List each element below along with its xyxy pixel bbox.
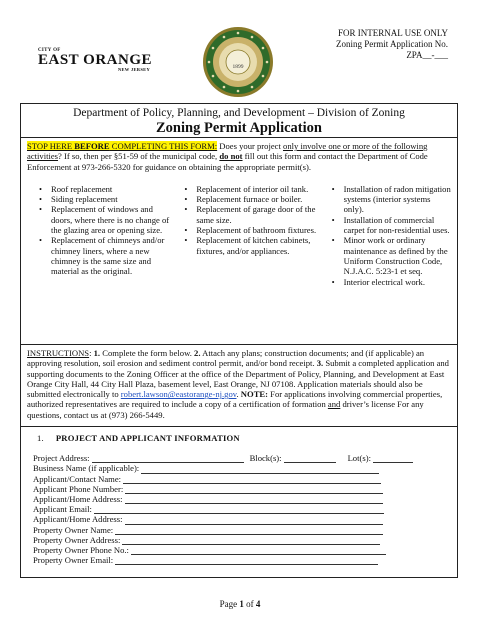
form-field-row — [33, 555, 445, 565]
project-address-label: Project Address: — [33, 453, 90, 464]
owner-name-field[interactable] — [115, 527, 383, 535]
activity-column-3 — [322, 184, 451, 287]
form-header — [21, 104, 457, 138]
application-number-label: Zoning Permit Application No. — [336, 39, 448, 49]
city-logo — [38, 48, 158, 72]
lot-label: Lot(s): — [347, 453, 371, 464]
form-field-row — [33, 535, 445, 545]
applicant-address-field-2[interactable] — [125, 517, 383, 525]
form-field-row — [33, 545, 445, 555]
field-label: Property Owner Email: — [33, 555, 114, 566]
list-item: • Interior electrical work. — [330, 277, 451, 287]
field-label: Applicant/Home Address: — [33, 514, 123, 525]
stop-notice — [21, 138, 457, 345]
list-item: • Replacement of windows and doors, where there is no change of the glazing area or opening size. — [37, 204, 174, 235]
list-item: • Replacement of interior oil tank. — [182, 184, 321, 194]
stop-notice-text: STOP HERE BEFORE COMPLETING THIS FORM: Does your project only involve one or more of the following activities? If so, then per §51-59 of the municipal code, do not fill out this form and contact the Department of Code Enforcement at 973-266-5320 for guidance on obtaining the appropriate permit(s). — [27, 141, 428, 172]
stop-highlight: STOP HERE BEFORE COMPLETING THIS FORM: — [27, 141, 218, 151]
form-field-row — [33, 504, 445, 514]
list-item: • Replacement of garage door of the same size. — [182, 204, 321, 225]
applicant-email-field[interactable] — [94, 506, 384, 514]
section-heading: 1. PROJECT AND APPLICANT INFORMATION — [37, 433, 240, 443]
application-number-field[interactable]: ZPA__-___ — [406, 50, 448, 60]
field-label: Applicant Phone Number: — [33, 483, 124, 494]
city-seal-icon — [202, 26, 274, 98]
activity-column-2 — [174, 184, 321, 287]
block-label: Block(s): — [249, 453, 282, 464]
form-field-row — [33, 484, 445, 494]
field-label: Property Owner Address: — [33, 534, 121, 545]
list-item: • Roof replacement — [37, 184, 174, 194]
list-item: • Siding replacement — [37, 194, 174, 204]
list-item: • Minor work or ordinary maintenance as defined by the Uniform Construction Code, N.J.A.C. 5:23-1 et seq. — [330, 235, 451, 276]
form-field-row — [33, 474, 445, 484]
seal-year: 1899 — [232, 64, 244, 70]
page-number: Page 1 of 4 — [219, 599, 261, 609]
field-label: Applicant/Home Address: — [33, 493, 123, 504]
owner-phone-field[interactable] — [131, 547, 386, 555]
list-item: • Replacement of chimneys and/or chimney liners, where a new chimney is the same size and material as the original. — [37, 235, 174, 276]
field-label: Applicant Email: — [33, 504, 92, 515]
form-field-row — [33, 494, 445, 504]
field-label: Property Owner Name: — [33, 524, 114, 535]
applicant-phone-field[interactable] — [125, 486, 383, 494]
form-title: Zoning Permit Application — [156, 120, 322, 136]
project-address-row — [33, 453, 445, 463]
project-address-field[interactable] — [92, 455, 244, 463]
department-name: Department of Policy, Planning, and Development – Division of Zoning — [73, 107, 405, 119]
email-link[interactable]: robert.lawson@eastorange-nj.gov — [120, 389, 237, 400]
list-item: • Replacement of bathroom fixtures. — [182, 225, 321, 235]
logo-city-of: CITY OF — [38, 48, 61, 53]
list-item: • Installation of radon mitigation systems (interior systems only). — [330, 184, 451, 215]
business-name-field[interactable] — [141, 466, 379, 474]
field-label: Applicant/Contact Name: — [33, 473, 122, 484]
field-label: Business Name (if applicable): — [33, 463, 140, 474]
logo-state: NEW JERSEY — [117, 67, 150, 72]
owner-address-field[interactable] — [122, 537, 380, 545]
field-label: Property Owner Phone No.: — [33, 544, 129, 555]
form-frame — [20, 103, 458, 578]
form-field-row — [33, 463, 445, 473]
instructions: INSTRUCTIONS: 1. Complete the form below. 2. Attach any plans; construction documents; and (if applicable) an approving resolution, soil erosion and sediment control permit, and/or bond receipt. 3. Submit a completed application and supporting documents to the Zoning Officer at the office of the Department of Policy, Planning, and Development at East Orange City Hall, 44 City Hall Plaza, basement level, East Orange, NJ 07108. Application materials should also be submitted electronically to robert.lawson@eastorange-nj.gov. NOTE: For applications involving commercial properties, authorized representatives are required to include a copy of a certification of formation and driver’s license For any questions, contact us at (973) 266-5449. — [21, 345, 457, 427]
lot-field[interactable] — [373, 455, 413, 463]
activity-columns — [27, 184, 451, 287]
internal-use-block — [336, 28, 448, 61]
internal-use-label: FOR INTERNAL USE ONLY — [337, 28, 448, 38]
instructions-label: INSTRUCTIONS — [27, 348, 90, 358]
project-applicant-section — [21, 427, 457, 565]
list-item: • Installation of commercial carpet for non-residential uses. — [330, 215, 451, 236]
contact-name-field[interactable] — [123, 476, 381, 484]
applicant-address-field[interactable] — [125, 496, 383, 504]
block-field[interactable] — [284, 455, 336, 463]
list-item: • Replacement of kitchen cabinets, fixtures, and/or appliances. — [182, 235, 321, 256]
logo-city-name: EAST ORANGE — [38, 52, 153, 68]
activity-column-1 — [27, 184, 174, 287]
form-field-row — [33, 514, 445, 524]
owner-email-field[interactable] — [115, 557, 378, 565]
form-field-row — [33, 525, 445, 535]
list-item: • Replacement furnace or boiler. — [182, 194, 321, 204]
